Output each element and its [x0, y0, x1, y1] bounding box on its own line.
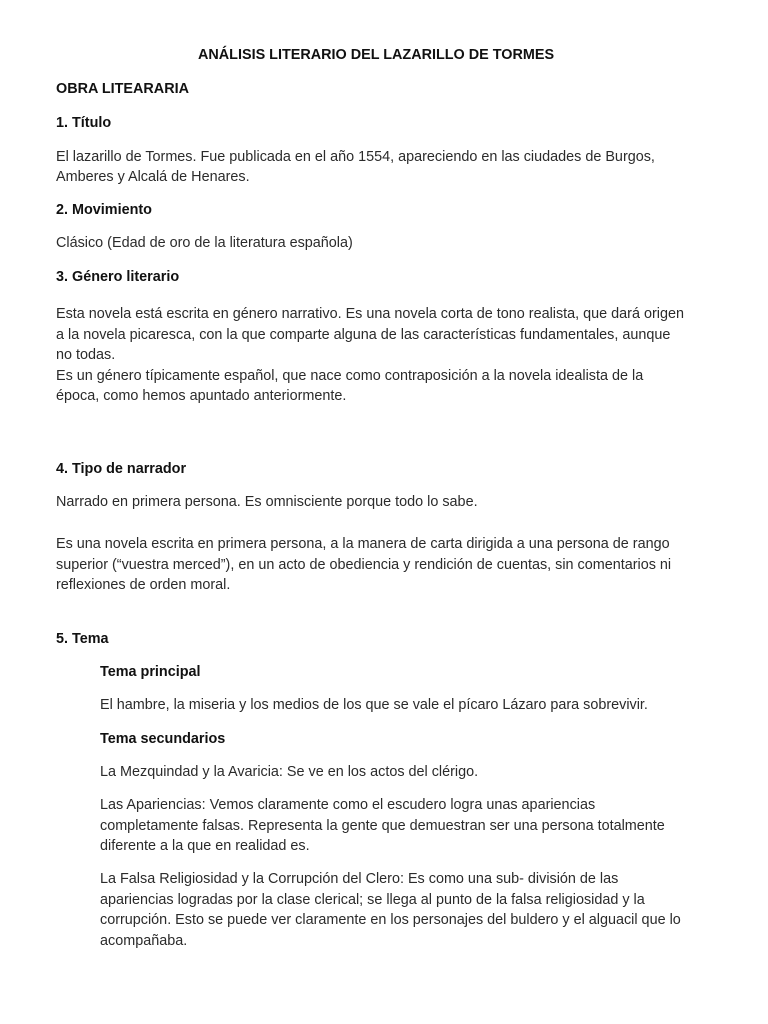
paragraph-line: acompañaba.: [100, 932, 188, 949]
paragraph-religiosidad: [100, 869, 716, 951]
heading-tema: 5. Tema: [56, 631, 109, 647]
paragraph-line: completamente falsas. Representa la gente que demuestran ser una persona totalmente: [100, 817, 665, 834]
paragraph-line: no todas.: [56, 347, 116, 363]
document-title: ANÁLISIS LITERARIO DEL LAZARILLO DE TORMES: [198, 47, 555, 63]
heading-movimiento: 2. Movimiento: [56, 202, 152, 218]
paragraph-line: Clásico (Edad de oro de la literatura española): [56, 235, 353, 251]
paragraph-line: Es una novela escrita en primera persona, a la manera de carta dirigida a una persona de rango: [56, 536, 670, 552]
paragraph-line: La Mezquindad y la Avaricia: Se ve en los actos del clérigo.: [100, 764, 479, 780]
paragraph-line: La Falsa Religiosidad y la Corrupción del Clero: Es como una sub- división de las: [100, 871, 619, 887]
paragraph-line: superior (“vuestra merced”), en un acto de obediencia y rendición de cuentas, sin comentarios ni: [56, 556, 672, 573]
subheading-tema-secundarios: Tema secundarios: [100, 731, 226, 747]
heading-narrador: 4. Tipo de narrador: [56, 461, 187, 477]
subheading-tema-principal: Tema principal: [100, 664, 201, 680]
paragraph-line: Las Apariencias: Vemos claramente como el escudero logra unas apariencias: [100, 797, 596, 813]
paragraph-genero: [56, 304, 716, 407]
paragraph-line: Es un género típicamente español, que nace como contraposición a la novela idealista de la: [56, 367, 644, 384]
paragraph-line: época, como hemos apuntado anteriormente.: [56, 388, 347, 404]
paragraph-line: Amberes y Alcalá de Henares.: [56, 169, 250, 185]
paragraph-line: El lazarillo de Tormes. Fue publicada en el año 1554, apareciendo en las ciudades de Burgos,: [56, 149, 655, 165]
paragraph-line: corrupción. Esto se puede ver claramente en los personajes del buldero y el alguacil que lo: [100, 912, 681, 928]
paragraph-line: diferente a la que en realidad es.: [100, 838, 310, 854]
paragraph-line: Esta novela está escrita en género narrativo. Es una novela corta de tono realista, que dará origen: [56, 306, 684, 322]
paragraph-narrador: [56, 534, 716, 596]
heading-titulo: 1. Título: [56, 115, 112, 131]
heading-genero: 3. Género literario: [56, 269, 180, 285]
paragraph-line: El hambre, la miseria y los medios de los que se vale el pícaro Lázaro para sobrevivir.: [100, 697, 648, 713]
paragraph-line: a la novela picaresca, con la que comparte alguna de las características fundamentales, aunque: [56, 326, 671, 343]
paragraph-line: apariencias logradas por la clase clerical; se llega al punto de la falsa religiosidad y la: [100, 891, 645, 908]
paragraph-apariencias: [100, 795, 716, 857]
paragraph-line: Narrado en primera persona. Es omnisciente porque todo lo sabe.: [56, 494, 478, 510]
paragraph-line: reflexiones de orden moral.: [56, 577, 231, 593]
section-label: OBRA LITEARARIA: [56, 81, 189, 97]
